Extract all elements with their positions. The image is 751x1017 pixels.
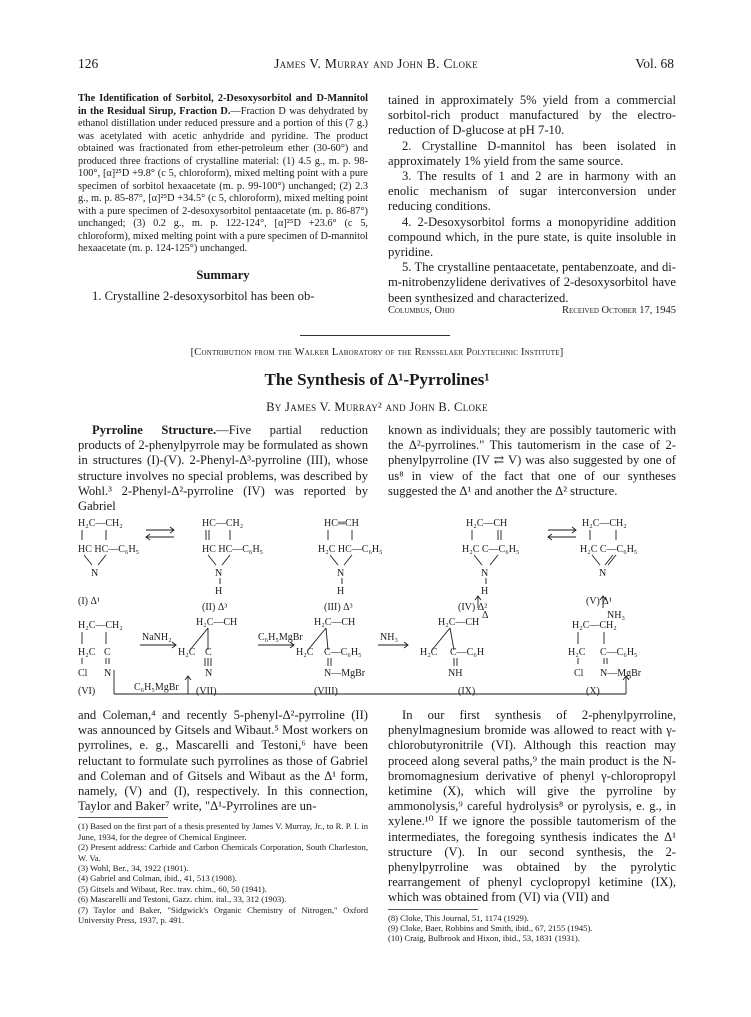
contribution-line: [Contribution from the Walker Laboratory of the Rensselaer Polytechnic Institute] bbox=[190, 347, 564, 358]
reagent-phmgbr-bottom: C₆H₅MgBr bbox=[134, 682, 179, 693]
struct-vii-n: N bbox=[205, 668, 213, 679]
reagent-phmgbr: C₆H₅MgBr bbox=[258, 632, 303, 643]
struct-vi-mid-left: H₂C bbox=[78, 647, 96, 658]
footnote-8: (8) Cloke, This Journal, 51, 1174 (1929). bbox=[388, 912, 529, 923]
struct-vii-mid: H₂C bbox=[178, 647, 196, 658]
label-v: (V) Δ¹ bbox=[586, 596, 612, 607]
struct-ii-top: HC—CH₂ bbox=[202, 518, 244, 529]
identification-heading: The Identification of Sorbitol, 2-Desoxysorbitol and D-Mannitol in the Residual Sirup, Fraction D. bbox=[78, 93, 368, 117]
label-iv: (IV) Δ² bbox=[458, 602, 488, 613]
struct-i-top: H₂C—CH₂ bbox=[78, 518, 123, 529]
struct-ii-n: N bbox=[215, 568, 223, 579]
struct-iii-n: N bbox=[337, 568, 345, 579]
struct-ix-c: C—C₆H bbox=[450, 647, 485, 658]
reagent-nh3: NH₃ bbox=[380, 632, 398, 643]
label-iii: (III) Δ³ bbox=[324, 602, 353, 613]
mid-left-column bbox=[78, 423, 368, 514]
summary-item-3: 3. The results of 1 and 2 are in harmony with an enolic mechanism of sugar interconversion under reducing conditions. bbox=[388, 169, 676, 214]
pyrroline-structure-paragraph bbox=[78, 423, 368, 514]
struct-v-top: H₂C—CH₂ bbox=[582, 518, 627, 529]
volume-label: Vol. 68 bbox=[635, 56, 674, 71]
reagent-nanh2: NaNH₂ bbox=[142, 632, 172, 643]
struct-ix-top: H₂C—CH bbox=[438, 617, 480, 628]
signature-place: Columbus, Ohio bbox=[388, 305, 455, 316]
struct-vi-top: H₂C—CH₂ bbox=[78, 620, 123, 631]
bottom-right-column bbox=[388, 708, 676, 944]
footnote-4: (4) Gabriel and Colman, ibid., 41, 513 (1908). bbox=[78, 873, 237, 884]
struct-i-mid: HC HC—C₆H₅ bbox=[78, 544, 140, 555]
struct-viii-nmgbr: N—MgBr bbox=[324, 668, 366, 679]
identification-text: —Fraction D was dehydrated by ethanol distillation under reduced pressure and a portion of this (7 g.) was acetylated with acetic anhydride and pyridine. The product obtained was fractionated from ether-petroleum ether (30-60°) and produced three fractions of crystalline material: (1) 4.5 g., m. p. 98-100°, [α]²⁵D +9.8° (c 5, chloroform), mixed melting point with a pure specimen of sorbitol hexaacetate (m. p. 99-100°) unchanged; (2) 2.3 g., m. p. 85-87°, [α]²⁵D +34.5° (c 5, chloroform), mixed melting point with a pure specimen of 2-desoxysorbitol pentaacetate (m. p. 86-87°) unchanged; (3) 0.2 g., m. p. 122-124°, [α]²⁵D +23.6° (c 5, chloroform), mixed melting point with a pure specimen of D-mannitol hexaacetate (m. p. 124-125°) unchanged. bbox=[78, 105, 368, 254]
footnote-7: (7) Taylor and Baker, "Sidgwick's Organic Chemistry of Nitrogen," Oxford University Press, 1937, p. 491. bbox=[78, 904, 368, 926]
label-i: (I) Δ¹ bbox=[78, 596, 100, 607]
struct-ix-mid: H₂C bbox=[420, 647, 438, 658]
summary-heading: Summary bbox=[196, 267, 250, 282]
article-title: The Synthesis of Δ¹-Pyrrolines¹ bbox=[264, 370, 490, 389]
footnote-rule bbox=[78, 817, 168, 818]
footnote-rule-right bbox=[388, 909, 478, 910]
header-authors: James V. Murray and John B. Cloke bbox=[274, 56, 478, 71]
footnote-9: (9) Cloke, Baer, Robbins and Smith, ibid., 67, 2155 (1945). bbox=[388, 923, 593, 934]
page-number: 126 bbox=[78, 56, 99, 71]
top-right-column bbox=[388, 93, 676, 306]
struct-iv-delta: Δ bbox=[482, 610, 489, 621]
label-x: (X) bbox=[586, 686, 600, 697]
footnote-6: (6) Mascarelli and Testoni, Gazz. chim. ital., 33, 312 (1903). bbox=[78, 894, 287, 905]
struct-ii-h: H bbox=[215, 586, 223, 597]
struct-iii-top: HC═CH bbox=[324, 518, 359, 529]
article-byline: By James V. Murray² and John B. Cloke bbox=[266, 400, 488, 414]
scheme-svg bbox=[78, 510, 676, 700]
footnotes-right bbox=[388, 913, 676, 944]
struct-x-mid-left: H₂C bbox=[568, 647, 586, 658]
struct-iv-n: N bbox=[481, 568, 489, 579]
identification-paragraph bbox=[78, 93, 368, 256]
struct-viii-mid: H₂C bbox=[296, 647, 314, 658]
struct-ix-nh: NH bbox=[448, 668, 463, 679]
label-vi: (VI) bbox=[78, 686, 96, 697]
struct-iii-h: H bbox=[337, 586, 345, 597]
struct-iv-mid: H₂C C—C₆H₅ bbox=[462, 544, 520, 555]
footnote-10: (10) Craig, Bulbrook and Hixon, ibid., 53, 1831 (1931). bbox=[388, 933, 580, 944]
struct-vii-top: H₂C—CH bbox=[196, 617, 238, 628]
struct-x-nmgbr: N—MgBr bbox=[600, 668, 642, 679]
struct-viii-c: C—C₆H₅ bbox=[324, 647, 362, 658]
bottom-left-column bbox=[78, 708, 368, 925]
footnote-2: (2) Present address: Carbide and Carbon Chemicals Corporation, South Charleston, W. Va. bbox=[78, 842, 368, 863]
struct-v-n: N bbox=[599, 568, 607, 579]
summary-item-4: 4. 2-Desoxysorbitol forms a monopyridine addition compound which, in the pure state, is quite insoluble in pyridine. bbox=[388, 214, 676, 260]
summary-item-5: 5. The crystalline pentaacetate, pentabenzoate, and di-m-nitrobenzylidene derivatives of 2-desoxysorbitol have been synthesized and characterized. bbox=[388, 260, 676, 305]
received-date: Received October 17, 1945 bbox=[561, 305, 676, 316]
label-viii: (VIII) bbox=[314, 686, 338, 697]
coleman-paragraph: and Coleman,⁴ and recently 5-phenyl-Δ²-pyrroline (II) was announced by Gitsels and Wibaut.⁵ Most workers on pyrrolines, e. g., Mascarelli and Testoni,⁶ have been reluctant to formulate such pyrrolines as those of Gabriel and Coleman and of Gitsels and Wibaut as the Δ¹ form, namely, (V) and (I), respectively. In this connection, Taylor and Baker⁷ write, "Δ¹-Pyrrolines are un- bbox=[78, 708, 368, 814]
pyrroline-structure-text: —Five partial reduction products of 2-phenylpyrrole may be formulated as shown in structures (I)-(V). 2-Phenyl-Δ³-pyrroline (III), whose structure involves no special problems, was described by Wohl.³ 2-Phenyl-Δ²-pyrroline (IV) was reported by Gabriel bbox=[78, 423, 368, 514]
top-left-column bbox=[78, 93, 368, 304]
struct-viii-top: H₂C—CH bbox=[314, 617, 356, 628]
struct-iv-top: H₂C—CH bbox=[466, 518, 508, 529]
section-divider bbox=[300, 335, 450, 336]
footnote-3: (3) Wohl, Ber., 34, 1922 (1901). bbox=[78, 863, 189, 874]
summary-item-1: 1. Crystalline 2-desoxysorbitol has been ob- bbox=[92, 288, 315, 303]
struct-x-cl: Cl bbox=[574, 668, 584, 679]
label-ix: (IX) bbox=[458, 686, 476, 697]
footnote-5: (5) Gitsels and Wibaut, Rec. trav. chim., 60, 50 (1941). bbox=[78, 883, 267, 894]
footnote-1: (1) Based on the first part of a thesis presented by James V. Murray, Jr., to R. P. I. in June, 1934, for the degree of Chemical Engineer. bbox=[78, 821, 368, 842]
struct-vi-cl: Cl bbox=[78, 668, 88, 679]
struct-vi-mid-right: C bbox=[104, 647, 111, 658]
summary-item-2: 2. Crystalline D-mannitol has been isolated in approximately 1% yield from the same source. bbox=[388, 138, 676, 168]
struct-iv-h: H bbox=[481, 586, 489, 597]
struct-vii-c: C bbox=[205, 647, 212, 658]
struct-v-nh3: NH₃ bbox=[607, 610, 625, 621]
summary-item-1-cont: tained in approximately 5% yield from a commercial sorbitol-rich product manufactured by the electro-reduction of D-glucose at pH 7-10. bbox=[388, 93, 676, 138]
struct-v-mid: H₂C C—C₆H₅ bbox=[580, 544, 638, 555]
tautomerism-paragraph: known as individuals; they are possibly tautomeric with the Δ²-pyrrolines." This tautomerism in the case of 2-phenylpyrroline (IV ⇄ V) was also suggested by one of us⁸ in view of the fact that one of our syntheses suggested the Δ¹ and another the Δ² structure. bbox=[388, 423, 676, 498]
struct-i-n: N bbox=[91, 568, 99, 579]
struct-x-mid-right: C—C₆H₅ bbox=[600, 647, 638, 658]
struct-vi-n: N bbox=[104, 668, 112, 679]
label-ii: (II) Δ³ bbox=[202, 602, 228, 613]
footnotes-left bbox=[78, 821, 368, 925]
pyrroline-structure-lead: Pyrroline Structure. bbox=[92, 423, 217, 437]
first-synthesis-paragraph: In our first synthesis of 2-phenylpyrroline, phenylmagnesium bromide was allowed to react with γ-chlorobutyronitrile (VI). Although this reaction may proceed along several paths,⁹ the main product is the N-bromomagnesium derivative of phenyl γ-chloropropyl ketimine (X), which will give the pyrroline by ammonolysis,⁹ careful hydrolysis⁸ or pyrolysis, e. g., in xylene.¹⁰ If we ignore the possible tautomerism of the intermediates, the foregoing synthesis indicates the Δ¹ structure (V). In our second synthesis, the 2-phenylpyrroline was obtained by the pyrolytic rearrangement of phenyl cyclopropyl ketimine (IX), which was obtained from (VI) via (VII) and bbox=[388, 708, 676, 905]
struct-x-top: H₂C—CH₂ bbox=[572, 620, 617, 631]
mid-right-column bbox=[388, 423, 676, 499]
chemical-scheme bbox=[78, 510, 676, 700]
struct-iii-mid: H₂C HC—C₆H₅ bbox=[318, 544, 383, 555]
label-vii: (VII) bbox=[196, 686, 217, 697]
running-header bbox=[78, 56, 674, 76]
struct-ii-mid: HC HC—C₆H₅ bbox=[202, 544, 264, 555]
